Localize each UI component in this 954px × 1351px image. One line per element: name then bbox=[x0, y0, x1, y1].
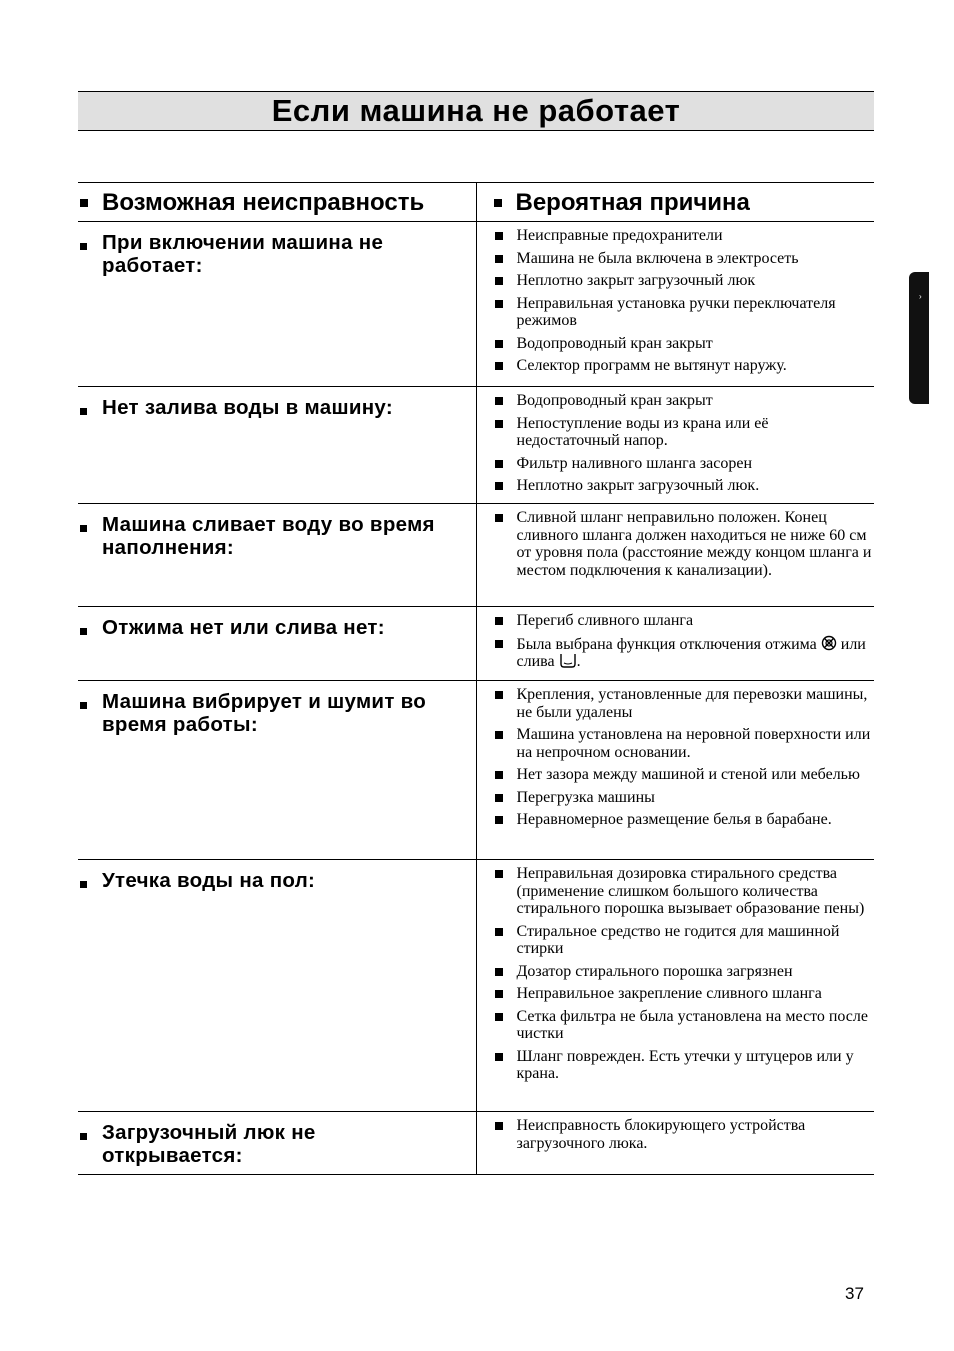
problem-cell bbox=[78, 387, 476, 504]
cause-text: . bbox=[576, 653, 581, 670]
list-item: Неисправность блокирующего устройства загрузочного люка. bbox=[517, 1117, 873, 1152]
cause-list bbox=[477, 1112, 875, 1158]
header-problem bbox=[78, 183, 476, 221]
list-item: Селектор программ не вытянут наружу. bbox=[517, 357, 873, 375]
page-number: 37 bbox=[845, 1284, 864, 1303]
problem-text: Машина сливает воду во время наполнения: bbox=[102, 513, 435, 559]
troubleshooting-table bbox=[78, 182, 874, 1175]
list-item: Перегрузка машины bbox=[517, 789, 873, 807]
title-bar bbox=[78, 91, 874, 131]
table-row bbox=[78, 681, 874, 860]
bullet-square-icon bbox=[80, 243, 87, 250]
problem-cell bbox=[78, 1112, 476, 1175]
cause-text: Была выбрана функция отключения отжима bbox=[516, 635, 817, 653]
cause-cell bbox=[476, 607, 874, 681]
bullet-square-icon bbox=[80, 881, 87, 888]
bullet-square-icon bbox=[494, 199, 502, 207]
problem-text: Утечка воды на пол: bbox=[102, 869, 316, 892]
table-row bbox=[78, 387, 874, 504]
problem-text: Отжима нет или слива нет: bbox=[102, 616, 385, 639]
header-cause-cell bbox=[476, 183, 874, 222]
problem bbox=[78, 1112, 476, 1167]
problem-text: Машина вибрирует и шумит во время работы: bbox=[102, 690, 427, 736]
problem-text: При включении машина не работает: bbox=[102, 231, 384, 277]
list-item: Неправильная дозировка стирального средства (применение слишком большого количества стирального порошка вызывает образование пены) bbox=[517, 865, 873, 918]
list-item: Машина установлена на неровной поверхности или на непрочном основании. bbox=[516, 726, 871, 761]
problem bbox=[78, 387, 476, 419]
table-row bbox=[78, 1112, 874, 1175]
list-item bbox=[517, 635, 873, 671]
problem-cell bbox=[78, 681, 476, 860]
list-item: Сливной шланг неправильно положен. Конец сливного шланга должен находиться не ниже 60 см от уровня пола (расстояние между концом шланга и местом подключения к канализации). bbox=[516, 509, 872, 579]
bullet-square-icon bbox=[80, 408, 87, 415]
header-problem-cell bbox=[78, 183, 476, 222]
problem-cell bbox=[78, 504, 476, 607]
bullet-square-icon bbox=[80, 199, 88, 207]
list-item: Дозатор стирального порошка загрязнен bbox=[517, 963, 873, 981]
problem-text: Загрузочный люк не открывается: bbox=[102, 1121, 316, 1167]
list-item: Перегиб сливного шланга bbox=[517, 612, 873, 630]
side-tab bbox=[909, 272, 929, 404]
header-cause-label: Вероятная причина bbox=[515, 189, 750, 216]
cause-list bbox=[477, 504, 875, 585]
page-title: Если машина не работает bbox=[271, 93, 681, 128]
list-item: Сетка фильтра не была установлена на место после чистки bbox=[517, 1008, 873, 1043]
side-tab-mark: › bbox=[919, 292, 922, 301]
drain-tub-icon bbox=[559, 653, 577, 668]
problem bbox=[78, 681, 476, 736]
table-row bbox=[78, 607, 874, 681]
problem-text: Нет залива воды в машину: bbox=[102, 396, 393, 419]
cause-list bbox=[477, 607, 875, 677]
header-problem-label: Возможная неисправность bbox=[102, 189, 425, 216]
list-item: Неплотно закрыт загрузочный люк bbox=[517, 272, 873, 290]
cause-list bbox=[477, 387, 875, 501]
problem-cell bbox=[78, 222, 476, 387]
list-item: Непоступление воды из крана или её недостаточный напор. bbox=[517, 415, 873, 450]
header-cause bbox=[477, 183, 875, 221]
list-item: Шланг поврежден. Есть утечки у штуцеров или у крана. bbox=[517, 1048, 873, 1083]
cause-cell bbox=[476, 681, 874, 860]
list-item: Водопроводный кран закрыт bbox=[517, 392, 873, 410]
table-header-row bbox=[78, 183, 874, 222]
cause-cell bbox=[476, 222, 874, 387]
list-item: Нет зазора между машиной и стеной или мебелью bbox=[517, 766, 873, 784]
bullet-square-icon bbox=[80, 525, 87, 532]
list-item: Машина не была включена в электросеть bbox=[517, 250, 873, 268]
problem bbox=[78, 860, 476, 892]
list-item: Стиральное средство не годится для машинной стирки bbox=[517, 923, 873, 958]
no-spin-icon bbox=[821, 635, 837, 651]
table-row bbox=[78, 222, 874, 387]
problem-cell bbox=[78, 860, 476, 1112]
table-row bbox=[78, 860, 874, 1112]
list-item: Неравномерное размещение белья в барабане. bbox=[517, 811, 873, 829]
cause-list bbox=[477, 222, 875, 381]
problem bbox=[78, 222, 476, 277]
list-item: Неправильная установка ручки переключателя режимов bbox=[517, 295, 873, 330]
bullet-square-icon bbox=[80, 628, 87, 635]
cause-cell bbox=[476, 387, 874, 504]
cause-cell bbox=[476, 504, 874, 607]
table-row bbox=[78, 504, 874, 607]
problem bbox=[78, 504, 476, 559]
list-item: Водопроводный кран закрыт bbox=[517, 335, 873, 353]
problem bbox=[78, 607, 476, 639]
list-item: Неплотно закрыт загрузочный люк. bbox=[517, 477, 873, 495]
cause-list bbox=[477, 860, 875, 1089]
problem-cell bbox=[78, 607, 476, 681]
list-item: Крепления, установленные для перевозки машины, не были удалены bbox=[517, 686, 873, 721]
list-item: Неисправные предохранители bbox=[517, 227, 873, 245]
cause-text: или слива bbox=[516, 635, 866, 670]
cause-cell bbox=[476, 1112, 874, 1175]
list-item: Фильтр наливного шланга засорен bbox=[517, 455, 873, 473]
cause-cell bbox=[476, 860, 874, 1112]
bullet-square-icon bbox=[80, 1133, 87, 1140]
list-item: Неправильное закрепление сливного шланга bbox=[517, 985, 873, 1003]
cause-list bbox=[477, 681, 875, 835]
bullet-square-icon bbox=[80, 702, 87, 709]
